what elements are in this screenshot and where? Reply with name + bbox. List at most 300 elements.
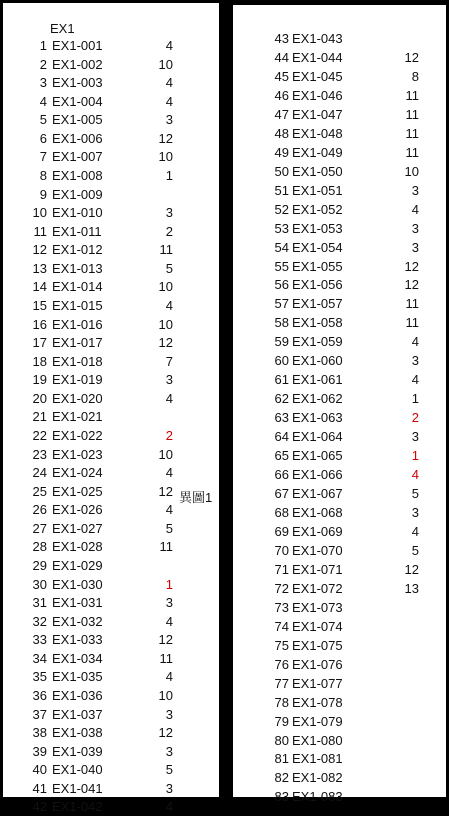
table-row xyxy=(233,599,446,617)
row-number: 75 xyxy=(274,637,289,653)
item-count: 12 xyxy=(158,335,173,351)
item-code: EX1-052 xyxy=(292,201,343,217)
item-code: EX1-074 xyxy=(292,618,343,634)
row-number: 44 xyxy=(274,49,289,65)
row-number: 45 xyxy=(274,68,289,84)
row-number: 43 xyxy=(274,31,289,46)
row-number: 74 xyxy=(274,618,289,634)
item-count: 8 xyxy=(411,68,419,84)
table-row xyxy=(233,788,446,806)
item-count: 3 xyxy=(165,706,173,722)
item-code: EX1-078 xyxy=(292,694,343,710)
table-row xyxy=(3,186,219,204)
item-code: EX1-067 xyxy=(292,486,343,502)
item-count: 4 xyxy=(165,297,173,313)
row-number: 8 xyxy=(39,167,47,183)
item-count: 3 xyxy=(165,595,173,611)
table-row xyxy=(3,650,219,668)
item-code: EX1-057 xyxy=(292,296,343,312)
item-count: 11 xyxy=(159,539,173,555)
table-row xyxy=(3,427,219,445)
table-row xyxy=(233,447,446,465)
item-count: 4 xyxy=(411,523,419,539)
item-count: 11 xyxy=(405,144,419,160)
item-code: EX1-049 xyxy=(292,144,343,160)
item-code: EX1-046 xyxy=(292,87,343,103)
table-row xyxy=(233,258,446,276)
item-code: EX1-019 xyxy=(52,372,103,388)
item-count: 4 xyxy=(411,201,419,217)
item-count: 4 xyxy=(165,613,173,629)
item-code: EX1-003 xyxy=(52,75,103,91)
row-number: 28 xyxy=(32,539,47,555)
item-count: 10 xyxy=(158,446,173,462)
item-count: 3 xyxy=(411,505,419,520)
table-row xyxy=(3,37,219,55)
item-code: EX1-062 xyxy=(292,391,343,407)
row-number: 10 xyxy=(32,205,47,221)
table-row xyxy=(3,334,219,352)
row-number: 14 xyxy=(32,279,47,295)
row-number: 30 xyxy=(32,576,47,592)
table-row xyxy=(3,241,219,259)
item-code: EX1-048 xyxy=(292,125,343,141)
item-code: EX1-066 xyxy=(292,467,343,483)
row-number: 73 xyxy=(274,599,289,615)
table-row xyxy=(3,798,219,816)
item-code: EX1-060 xyxy=(292,353,343,369)
item-count: 10 xyxy=(158,279,173,295)
table-row xyxy=(233,30,446,48)
table-row xyxy=(3,297,219,315)
item-code: EX1-076 xyxy=(292,656,343,672)
row-number: 79 xyxy=(274,713,289,729)
table-row xyxy=(3,74,219,92)
table-row xyxy=(3,353,219,371)
row-number: 58 xyxy=(274,315,289,331)
table-row xyxy=(3,464,219,482)
item-code: EX1-030 xyxy=(52,576,103,592)
item-count: 12 xyxy=(404,561,419,577)
table-row xyxy=(233,713,446,731)
item-code: EX1-011 xyxy=(52,223,102,239)
item-code: EX1-070 xyxy=(292,542,343,558)
table-row xyxy=(3,93,219,111)
row-number: 76 xyxy=(274,656,289,672)
table-row xyxy=(233,750,446,768)
item-code: EX1-068 xyxy=(292,505,343,520)
table-row xyxy=(233,87,446,105)
item-code: EX1-073 xyxy=(292,599,343,615)
row-number: 38 xyxy=(32,725,47,741)
table-row xyxy=(3,260,219,278)
table-row xyxy=(233,352,446,370)
item-count: 11 xyxy=(405,296,419,312)
table-row xyxy=(233,409,446,427)
item-code: EX1-022 xyxy=(52,427,103,443)
item-count: 12 xyxy=(404,277,419,293)
table-row xyxy=(233,466,446,484)
table-row xyxy=(233,561,446,579)
item-count: 4 xyxy=(411,334,419,350)
item-count: 4 xyxy=(165,93,173,109)
table-row xyxy=(233,542,446,560)
row-number: 35 xyxy=(32,669,47,685)
table-row xyxy=(3,501,219,519)
table-row xyxy=(3,204,219,222)
item-code: EX1-023 xyxy=(52,446,103,462)
table-row xyxy=(233,144,446,162)
item-count: 1 xyxy=(411,391,419,407)
row-number: 31 xyxy=(32,595,47,611)
item-code: EX1-014 xyxy=(52,279,103,295)
table-row xyxy=(3,223,219,241)
item-count: 4 xyxy=(165,465,173,481)
item-count: 1 xyxy=(165,576,173,592)
table-row xyxy=(233,390,446,408)
row-number: 69 xyxy=(274,523,289,539)
item-code: EX1-002 xyxy=(52,56,103,72)
item-code: EX1-072 xyxy=(292,580,343,596)
table-row xyxy=(233,49,446,67)
row-number: 17 xyxy=(32,335,47,351)
item-count: 12 xyxy=(404,49,419,65)
row-number: 25 xyxy=(32,483,47,499)
row-number: 64 xyxy=(274,429,289,445)
row-number: 77 xyxy=(274,675,289,691)
item-code: EX1-056 xyxy=(292,277,343,293)
item-code: EX1-033 xyxy=(52,632,103,648)
table-row xyxy=(233,182,446,200)
item-count: 4 xyxy=(165,502,173,518)
table-row xyxy=(233,769,446,787)
table-row xyxy=(3,687,219,705)
item-code: EX1-061 xyxy=(292,372,343,388)
item-code: EX1-032 xyxy=(52,613,103,629)
row-number: 47 xyxy=(274,106,289,122)
table-row xyxy=(3,594,219,612)
item-code: EX1-012 xyxy=(52,242,103,258)
table-row xyxy=(233,68,446,86)
item-code: EX1-083 xyxy=(292,789,343,805)
row-number: 13 xyxy=(32,260,47,276)
row-number: 50 xyxy=(274,163,289,179)
item-code: EX1-005 xyxy=(52,112,103,128)
table-row xyxy=(233,295,446,313)
row-number: 52 xyxy=(274,201,289,217)
item-code: EX1-079 xyxy=(292,713,343,729)
row-number: 51 xyxy=(274,182,289,198)
item-count: 3 xyxy=(165,372,173,388)
item-code: EX1-017 xyxy=(52,335,103,351)
item-code: EX1-036 xyxy=(52,687,103,703)
item-code: EX1-016 xyxy=(52,316,103,332)
table-row xyxy=(3,56,219,74)
row-number: 18 xyxy=(32,353,47,369)
item-code: EX1-081 xyxy=(292,751,343,767)
item-code: EX1-075 xyxy=(292,637,343,653)
row-number: 83 xyxy=(274,789,289,805)
item-count: 7 xyxy=(165,353,173,369)
row-number: 62 xyxy=(274,391,289,407)
table-row xyxy=(233,314,446,332)
table-row xyxy=(3,111,219,129)
item-count: 3 xyxy=(411,239,419,255)
row-number: 34 xyxy=(32,650,47,666)
item-count: 3 xyxy=(165,780,173,796)
item-count: 3 xyxy=(411,353,419,369)
item-code: EX1-055 xyxy=(292,258,343,274)
item-code: EX1-040 xyxy=(52,762,103,778)
row-number: 60 xyxy=(274,353,289,369)
item-code: EX1-035 xyxy=(52,669,103,685)
row-number: 54 xyxy=(274,239,289,255)
item-code: EX1-008 xyxy=(52,167,103,183)
row-number: 36 xyxy=(32,687,47,703)
row-number: 33 xyxy=(32,632,47,648)
item-code: EX1-064 xyxy=(292,429,343,445)
row-number: 66 xyxy=(274,467,289,483)
right-sheet-panel xyxy=(233,5,446,805)
row-number: 57 xyxy=(274,296,289,312)
item-code: EX1-031 xyxy=(52,595,103,611)
item-code: EX1-013 xyxy=(52,260,103,276)
row-number: 49 xyxy=(274,144,289,160)
row-number: 39 xyxy=(32,743,47,759)
item-count: 3 xyxy=(411,182,419,198)
item-count: 4 xyxy=(165,669,173,685)
row-number: 11 xyxy=(33,223,47,239)
row-number: 55 xyxy=(274,258,289,274)
item-code: EX1-041 xyxy=(52,780,103,796)
row-number: 32 xyxy=(32,613,47,629)
table-row xyxy=(233,276,446,294)
item-count: 13 xyxy=(404,580,419,596)
table-row xyxy=(3,557,219,575)
table-row xyxy=(3,780,219,798)
item-code: EX1-042 xyxy=(52,799,103,815)
table-row xyxy=(233,504,446,522)
row-number: 59 xyxy=(274,334,289,350)
table-row xyxy=(233,201,446,219)
row-number: 12 xyxy=(32,242,47,258)
table-row xyxy=(3,390,219,408)
item-count: 2 xyxy=(165,427,173,443)
item-count: 5 xyxy=(411,486,419,502)
row-number: 65 xyxy=(274,448,289,464)
item-code: EX1-029 xyxy=(52,557,103,573)
table-row xyxy=(233,371,446,389)
table-row xyxy=(233,220,446,238)
table-row xyxy=(3,631,219,649)
item-count: 2 xyxy=(165,223,173,239)
row-number: 81 xyxy=(274,751,289,767)
row-number: 67 xyxy=(274,486,289,502)
row-number: 23 xyxy=(32,446,47,462)
item-code: EX1-027 xyxy=(52,520,103,536)
row-number: 26 xyxy=(32,502,47,518)
item-code: EX1-058 xyxy=(292,315,343,331)
item-count: 10 xyxy=(158,149,173,165)
row-number: 72 xyxy=(274,580,289,596)
table-row xyxy=(3,668,219,686)
row-number: 70 xyxy=(274,542,289,558)
item-count: 12 xyxy=(158,725,173,741)
item-code: EX1-026 xyxy=(52,502,103,518)
row-number: 61 xyxy=(274,372,289,388)
item-count: 1 xyxy=(411,448,419,464)
item-count: 4 xyxy=(411,467,419,483)
row-number: 15 xyxy=(32,297,47,313)
item-code: EX1-051 xyxy=(292,182,343,198)
table-row xyxy=(233,694,446,712)
item-count: 4 xyxy=(165,75,173,91)
item-count: 3 xyxy=(411,429,419,445)
table-row xyxy=(3,724,219,742)
item-code: EX1-018 xyxy=(52,353,103,369)
item-code: EX1-028 xyxy=(52,539,103,555)
item-code: EX1-037 xyxy=(52,706,103,722)
item-code: EX1-080 xyxy=(292,732,343,748)
item-code: EX1-038 xyxy=(52,725,103,741)
item-count: 11 xyxy=(405,315,419,331)
row-number: 6 xyxy=(39,130,47,146)
item-count: 2 xyxy=(411,410,419,426)
item-code: EX1-059 xyxy=(292,334,343,350)
item-count: 10 xyxy=(158,316,173,332)
item-count: 4 xyxy=(165,390,173,406)
item-code: EX1-009 xyxy=(52,186,103,202)
row-number: 56 xyxy=(274,277,289,293)
item-count: 10 xyxy=(158,687,173,703)
table-row xyxy=(3,446,219,464)
item-count: 5 xyxy=(165,260,173,276)
table-row xyxy=(233,675,446,693)
item-code: EX1-025 xyxy=(52,483,103,499)
item-count: 3 xyxy=(411,220,419,236)
item-code: EX1-001 xyxy=(52,38,103,53)
table-row xyxy=(3,167,219,185)
row-number: 41 xyxy=(32,780,47,796)
table-row xyxy=(233,163,446,181)
item-count: 3 xyxy=(165,205,173,221)
row-number: 7 xyxy=(39,149,47,165)
table-row xyxy=(3,483,219,501)
item-code: EX1-010 xyxy=(52,205,103,221)
row-number: 9 xyxy=(39,186,47,202)
item-code: EX1-047 xyxy=(292,106,343,122)
item-code: EX1-050 xyxy=(292,163,343,179)
item-count: 11 xyxy=(159,242,173,258)
table-row xyxy=(3,613,219,631)
item-code: EX1-063 xyxy=(292,410,343,426)
item-count: 10 xyxy=(158,56,173,72)
item-code: EX1-006 xyxy=(52,130,103,146)
item-code: EX1-065 xyxy=(292,448,343,464)
table-row xyxy=(3,538,219,556)
table-row xyxy=(233,106,446,124)
table-row xyxy=(3,316,219,334)
item-code: EX1-043 xyxy=(292,31,343,46)
row-number: 71 xyxy=(274,561,289,577)
table-row xyxy=(233,333,446,351)
item-code: EX1-039 xyxy=(52,743,103,759)
item-count: 11 xyxy=(405,125,419,141)
table-row xyxy=(233,732,446,750)
row-number: 20 xyxy=(32,390,47,406)
item-count: 5 xyxy=(165,520,173,536)
table-row xyxy=(3,743,219,761)
table-row xyxy=(233,523,446,541)
row-number: 3 xyxy=(39,75,47,91)
row-number: 37 xyxy=(32,706,47,722)
item-code: EX1-077 xyxy=(292,675,343,691)
row-number: 40 xyxy=(32,762,47,778)
row-number: 21 xyxy=(32,409,47,425)
row-number: 24 xyxy=(32,465,47,481)
table-row xyxy=(233,485,446,503)
item-count: 5 xyxy=(411,542,419,558)
item-code: EX1-044 xyxy=(292,49,343,65)
item-code: EX1-034 xyxy=(52,650,103,666)
table-row xyxy=(233,637,446,655)
row-number: 22 xyxy=(32,427,47,443)
item-count: 11 xyxy=(159,650,173,666)
row-number: 48 xyxy=(274,125,289,141)
row-number: 19 xyxy=(32,372,47,388)
row-number: 63 xyxy=(274,410,289,426)
item-count: 4 xyxy=(165,799,173,815)
item-count: 5 xyxy=(165,762,173,778)
item-code: EX1-021 xyxy=(52,409,103,425)
row-number: 27 xyxy=(32,520,47,536)
table-row xyxy=(233,656,446,674)
item-count: 4 xyxy=(411,372,419,388)
item-code: EX1-020 xyxy=(52,390,103,406)
table-row xyxy=(3,761,219,779)
item-count: 12 xyxy=(158,483,173,499)
row-number: 2 xyxy=(39,56,47,72)
item-count: 11 xyxy=(405,106,419,122)
left-sheet-panel xyxy=(3,3,219,815)
row-number: 53 xyxy=(274,220,289,236)
item-code: EX1-054 xyxy=(292,239,343,255)
item-code: EX1-053 xyxy=(292,220,343,236)
item-count: 1 xyxy=(165,167,173,183)
sheet-title: EX1 xyxy=(50,21,75,36)
row-number: 16 xyxy=(32,316,47,332)
table-row xyxy=(233,618,446,636)
item-count: 12 xyxy=(158,130,173,146)
table-row xyxy=(3,278,219,296)
row-number: 80 xyxy=(274,732,289,748)
item-count: 10 xyxy=(404,163,419,179)
row-number: 5 xyxy=(39,112,47,128)
row-number: 4 xyxy=(39,93,47,109)
item-code: EX1-015 xyxy=(52,297,103,313)
table-row xyxy=(3,706,219,724)
table-row xyxy=(3,408,219,426)
item-count: 3 xyxy=(165,743,173,759)
item-code: EX1-082 xyxy=(292,770,343,786)
item-count: 12 xyxy=(158,632,173,648)
item-count: 3 xyxy=(165,112,173,128)
row-number: 46 xyxy=(274,87,289,103)
item-code: EX1-069 xyxy=(292,523,343,539)
table-row xyxy=(3,371,219,389)
item-count: 12 xyxy=(404,258,419,274)
table-row xyxy=(233,125,446,143)
